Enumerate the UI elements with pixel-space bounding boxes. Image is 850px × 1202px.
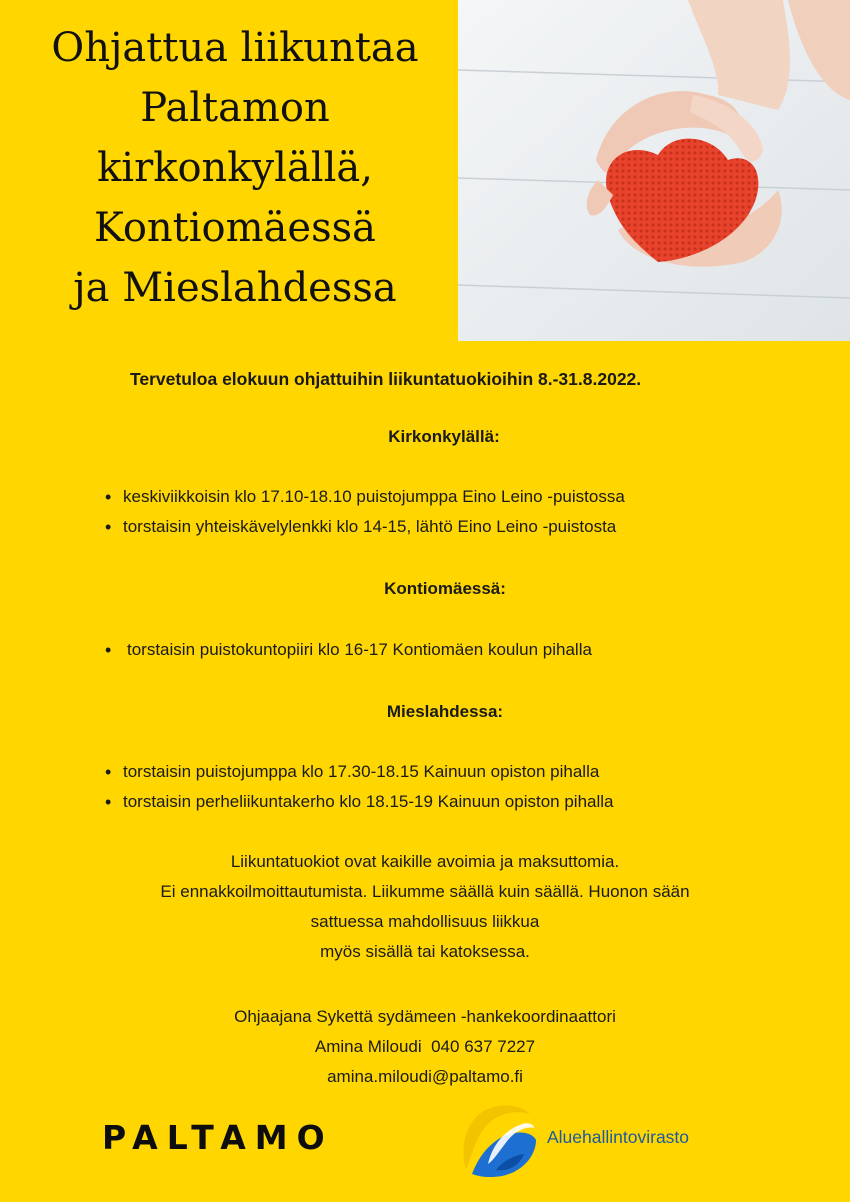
intro-text: Tervetuloa elokuun ohjattuihin liikuntatuokioihin 8.-31.8.2022.	[130, 369, 642, 389]
list-item: • torstaisin perheliikuntakerho klo 18.15-19 Kainuun opiston pihalla	[104, 787, 614, 817]
heading-kontiomaessa: Kontiomäessä:	[384, 579, 506, 598]
poster-title	[30, 18, 440, 318]
list-item: • keskiviikkoisin klo 17.10-18.10 puistojumppa Eino Leino -puistossa	[104, 482, 625, 512]
info-line: Liikuntatuokiot ovat kaikille avoimia ja maksuttomia.	[230, 852, 620, 871]
heading-kirkonkylalla: Kirkonkylällä:	[388, 427, 500, 446]
heading-mieslahdessa: Mieslahdessa:	[386, 702, 504, 721]
list-item: • torstaisin puistokuntopiiri klo 16-17 Kontiomäen koulun pihalla	[104, 635, 592, 665]
title-line-5: ja Mieslahdessa	[73, 265, 397, 311]
contact-block	[0, 1002, 850, 1092]
info-line: Ei ennakkoilmoittautumista. Liikumme säällä kuin säällä. Huonon sään	[160, 882, 690, 901]
title-line-1: Ohjattua liikuntaa	[51, 25, 419, 71]
title-line-4: Kontiomäessä	[94, 205, 376, 251]
avi-logo-text: Aluehallintovirasto	[547, 1127, 690, 1147]
contact-role: Ohjaajana Sykettä sydämeen -hankekoordinaattori	[234, 1007, 616, 1026]
title-line-2: Paltamon	[140, 85, 330, 131]
list-kontiomaessa	[104, 635, 592, 665]
list-kirkonkylalla	[104, 482, 625, 542]
info-paragraph	[0, 847, 850, 967]
avi-emblem-icon	[458, 1100, 538, 1178]
list-item: • torstaisin puistojumppa klo 17.30-18.15 Kainuun opiston pihalla	[104, 757, 614, 787]
list-item: • torstaisin yhteiskävelylenkki klo 14-15, lähtö Eino Leino -puistosta	[104, 512, 625, 542]
paltamo-logo: PALTAMO	[102, 1118, 334, 1157]
hands-holding-heart-photo	[458, 0, 850, 341]
info-line: myös sisällä tai katoksessa.	[320, 942, 530, 961]
title-line-3: kirkonkylällä,	[97, 145, 373, 191]
contact-name-phone: Amina Miloudi 040 637 7227	[314, 1037, 536, 1056]
info-line: sattuessa mahdollisuus liikkua	[310, 912, 540, 931]
contact-email: amina.miloudi@paltamo.fi	[327, 1067, 523, 1086]
list-mieslahdessa	[104, 757, 614, 817]
heart-photo-illustration	[458, 0, 850, 341]
